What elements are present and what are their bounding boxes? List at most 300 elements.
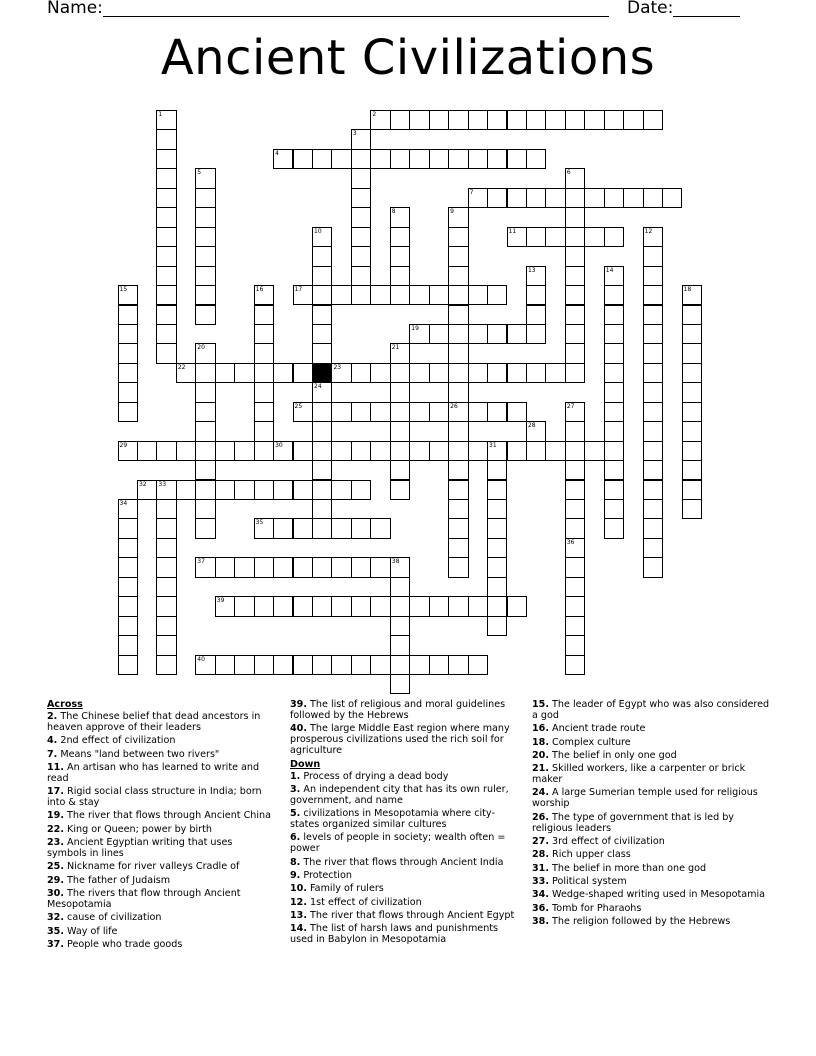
grid-cell[interactable] bbox=[254, 305, 274, 325]
grid-cell[interactable] bbox=[118, 324, 138, 344]
grid-cell[interactable] bbox=[312, 266, 332, 286]
grid-cell[interactable] bbox=[604, 499, 624, 519]
grid-cell[interactable] bbox=[507, 363, 527, 383]
grid-cell[interactable] bbox=[429, 110, 449, 130]
grid-cell[interactable] bbox=[331, 441, 351, 461]
grid-cell[interactable] bbox=[118, 596, 138, 616]
grid-cell[interactable] bbox=[448, 538, 468, 558]
grid-cell[interactable] bbox=[312, 460, 332, 480]
grid-cell[interactable] bbox=[604, 518, 624, 538]
grid-cell[interactable] bbox=[487, 577, 507, 597]
grid-cell[interactable] bbox=[156, 149, 176, 169]
grid-cell[interactable] bbox=[215, 655, 235, 675]
grid-cell[interactable] bbox=[409, 441, 429, 461]
grid-cell[interactable] bbox=[604, 421, 624, 441]
grid-cell[interactable] bbox=[312, 499, 332, 519]
grid-cell[interactable] bbox=[604, 480, 624, 500]
grid-cell[interactable] bbox=[370, 557, 390, 577]
grid-cell[interactable] bbox=[565, 596, 585, 616]
grid-cell[interactable] bbox=[390, 266, 410, 286]
grid-cell[interactable] bbox=[176, 441, 196, 461]
grid-cell[interactable] bbox=[468, 285, 488, 305]
grid-cell[interactable] bbox=[156, 207, 176, 227]
grid-cell[interactable] bbox=[118, 382, 138, 402]
grid-cell[interactable] bbox=[370, 285, 390, 305]
grid-cell[interactable] bbox=[565, 616, 585, 636]
grid-cell[interactable] bbox=[604, 382, 624, 402]
grid-cell[interactable] bbox=[584, 227, 604, 247]
grid-cell[interactable] bbox=[370, 441, 390, 461]
grid-cell[interactable] bbox=[507, 596, 527, 616]
grid-cell[interactable] bbox=[195, 557, 215, 577]
grid-cell[interactable] bbox=[254, 596, 274, 616]
grid-cell[interactable] bbox=[156, 129, 176, 149]
grid-cell[interactable] bbox=[156, 538, 176, 558]
grid-cell[interactable] bbox=[643, 305, 663, 325]
grid-cell[interactable] bbox=[195, 655, 215, 675]
grid-cell[interactable] bbox=[429, 655, 449, 675]
grid-cell[interactable] bbox=[526, 285, 546, 305]
grid-cell[interactable] bbox=[565, 227, 585, 247]
grid-cell[interactable] bbox=[195, 343, 215, 363]
grid-cell[interactable] bbox=[254, 480, 274, 500]
grid-cell[interactable] bbox=[215, 441, 235, 461]
grid-cell[interactable] bbox=[565, 655, 585, 675]
grid-cell[interactable] bbox=[254, 324, 274, 344]
grid-cell[interactable] bbox=[565, 480, 585, 500]
grid-cell[interactable] bbox=[118, 285, 138, 305]
grid-cell[interactable] bbox=[682, 324, 702, 344]
grid-cell[interactable] bbox=[565, 577, 585, 597]
grid-cell[interactable] bbox=[195, 441, 215, 461]
grid-cell[interactable] bbox=[351, 168, 371, 188]
grid-cell[interactable] bbox=[370, 655, 390, 675]
grid-cell[interactable] bbox=[643, 499, 663, 519]
grid-cell[interactable] bbox=[409, 655, 429, 675]
grid-cell[interactable] bbox=[643, 285, 663, 305]
grid-cell[interactable] bbox=[312, 557, 332, 577]
grid-cell[interactable] bbox=[468, 324, 488, 344]
grid-cell[interactable] bbox=[293, 285, 313, 305]
grid-cell[interactable] bbox=[312, 149, 332, 169]
grid-cell[interactable] bbox=[643, 480, 663, 500]
grid-cell[interactable] bbox=[331, 557, 351, 577]
grid-cell[interactable] bbox=[448, 499, 468, 519]
grid-cell[interactable] bbox=[487, 460, 507, 480]
grid-cell[interactable] bbox=[254, 655, 274, 675]
grid-cell[interactable] bbox=[409, 149, 429, 169]
grid-cell[interactable] bbox=[604, 402, 624, 422]
grid-cell[interactable] bbox=[604, 363, 624, 383]
grid-cell[interactable] bbox=[487, 324, 507, 344]
grid-cell[interactable] bbox=[312, 655, 332, 675]
grid-cell[interactable] bbox=[643, 246, 663, 266]
grid-cell[interactable] bbox=[643, 324, 663, 344]
grid-cell[interactable] bbox=[331, 518, 351, 538]
grid-cell[interactable] bbox=[254, 421, 274, 441]
grid-cell[interactable] bbox=[468, 402, 488, 422]
grid-cell[interactable] bbox=[351, 129, 371, 149]
grid-cell[interactable] bbox=[312, 227, 332, 247]
grid-cell[interactable] bbox=[156, 635, 176, 655]
grid-cell[interactable] bbox=[351, 480, 371, 500]
grid-cell[interactable] bbox=[565, 207, 585, 227]
grid-cell[interactable] bbox=[643, 382, 663, 402]
grid-cell[interactable] bbox=[643, 266, 663, 286]
grid-cell[interactable] bbox=[643, 363, 663, 383]
grid-cell[interactable] bbox=[468, 149, 488, 169]
grid-cell[interactable] bbox=[156, 441, 176, 461]
grid-cell[interactable] bbox=[507, 188, 527, 208]
grid-cell[interactable] bbox=[351, 655, 371, 675]
grid-cell[interactable] bbox=[448, 518, 468, 538]
grid-cell[interactable] bbox=[682, 285, 702, 305]
grid-cell[interactable] bbox=[312, 480, 332, 500]
grid-cell[interactable] bbox=[448, 402, 468, 422]
grid-cell[interactable] bbox=[429, 363, 449, 383]
grid-cell[interactable] bbox=[312, 343, 332, 363]
grid-cell[interactable] bbox=[448, 110, 468, 130]
grid-cell[interactable] bbox=[429, 149, 449, 169]
grid-cell[interactable] bbox=[507, 110, 527, 130]
grid-cell[interactable] bbox=[643, 110, 663, 130]
grid-cell[interactable] bbox=[234, 557, 254, 577]
grid-cell[interactable] bbox=[195, 421, 215, 441]
grid-cell[interactable] bbox=[643, 460, 663, 480]
grid-cell[interactable] bbox=[526, 266, 546, 286]
grid-cell[interactable] bbox=[195, 363, 215, 383]
grid-cell[interactable] bbox=[195, 266, 215, 286]
grid-cell[interactable] bbox=[118, 616, 138, 636]
grid-cell[interactable] bbox=[312, 596, 332, 616]
grid-cell[interactable] bbox=[293, 363, 313, 383]
grid-cell[interactable] bbox=[409, 402, 429, 422]
grid-cell[interactable] bbox=[390, 402, 410, 422]
grid-cell[interactable] bbox=[545, 441, 565, 461]
grid-cell[interactable] bbox=[487, 402, 507, 422]
grid-cell[interactable] bbox=[118, 441, 138, 461]
grid-cell[interactable] bbox=[370, 518, 390, 538]
grid-cell[interactable] bbox=[118, 305, 138, 325]
grid-cell[interactable] bbox=[351, 188, 371, 208]
grid-cell[interactable] bbox=[156, 596, 176, 616]
grid-cell[interactable] bbox=[643, 538, 663, 558]
grid-cell[interactable] bbox=[293, 149, 313, 169]
grid-cell[interactable] bbox=[118, 499, 138, 519]
grid-cell[interactable] bbox=[643, 227, 663, 247]
grid-cell[interactable] bbox=[565, 305, 585, 325]
grid-cell[interactable] bbox=[118, 557, 138, 577]
grid-cell[interactable] bbox=[351, 441, 371, 461]
grid-cell[interactable] bbox=[156, 227, 176, 247]
grid-cell[interactable] bbox=[156, 168, 176, 188]
grid-cell[interactable] bbox=[390, 655, 410, 675]
grid-cell[interactable] bbox=[273, 149, 293, 169]
grid-cell[interactable] bbox=[390, 363, 410, 383]
grid-cell[interactable] bbox=[156, 188, 176, 208]
grid-cell[interactable] bbox=[137, 480, 157, 500]
grid-cell[interactable] bbox=[565, 460, 585, 480]
grid-cell[interactable] bbox=[118, 635, 138, 655]
grid-cell[interactable] bbox=[409, 324, 429, 344]
grid-cell[interactable] bbox=[468, 110, 488, 130]
grid-cell[interactable] bbox=[118, 402, 138, 422]
grid-cell[interactable] bbox=[331, 480, 351, 500]
grid-cell[interactable] bbox=[234, 655, 254, 675]
grid-cell[interactable] bbox=[448, 246, 468, 266]
grid-cell[interactable] bbox=[312, 246, 332, 266]
grid-cell[interactable] bbox=[312, 285, 332, 305]
grid-cell[interactable] bbox=[254, 518, 274, 538]
grid-cell[interactable] bbox=[331, 402, 351, 422]
grid-cell[interactable] bbox=[370, 149, 390, 169]
grid-cell[interactable] bbox=[409, 285, 429, 305]
grid-cell[interactable] bbox=[370, 110, 390, 130]
grid-cell[interactable] bbox=[195, 207, 215, 227]
grid-cell[interactable] bbox=[351, 402, 371, 422]
grid-cell[interactable] bbox=[137, 441, 157, 461]
grid-cell[interactable] bbox=[643, 557, 663, 577]
grid-cell[interactable] bbox=[487, 557, 507, 577]
grid-cell[interactable] bbox=[195, 285, 215, 305]
grid-cell[interactable] bbox=[682, 382, 702, 402]
grid-cell[interactable] bbox=[156, 655, 176, 675]
grid-cell[interactable] bbox=[195, 305, 215, 325]
grid-cell[interactable] bbox=[273, 557, 293, 577]
grid-cell[interactable] bbox=[487, 110, 507, 130]
grid-cell[interactable] bbox=[487, 285, 507, 305]
grid-cell[interactable] bbox=[545, 110, 565, 130]
grid-cell[interactable] bbox=[390, 460, 410, 480]
grid-cell[interactable] bbox=[331, 285, 351, 305]
grid-cell[interactable] bbox=[156, 285, 176, 305]
grid-cell[interactable] bbox=[487, 499, 507, 519]
grid-cell[interactable] bbox=[526, 441, 546, 461]
grid-cell[interactable] bbox=[234, 441, 254, 461]
grid-cell[interactable] bbox=[351, 557, 371, 577]
grid-cell[interactable] bbox=[429, 441, 449, 461]
grid-cell[interactable] bbox=[448, 149, 468, 169]
grid-cell[interactable] bbox=[448, 324, 468, 344]
grid-cell[interactable] bbox=[390, 674, 410, 694]
grid-cell[interactable] bbox=[448, 596, 468, 616]
grid-cell[interactable] bbox=[487, 538, 507, 558]
grid-cell[interactable] bbox=[156, 499, 176, 519]
grid-cell[interactable] bbox=[526, 110, 546, 130]
grid-cell[interactable] bbox=[604, 285, 624, 305]
grid-cell[interactable] bbox=[448, 460, 468, 480]
grid-cell[interactable] bbox=[565, 635, 585, 655]
grid-cell[interactable] bbox=[156, 343, 176, 363]
grid-cell[interactable] bbox=[195, 402, 215, 422]
grid-cell[interactable] bbox=[273, 480, 293, 500]
grid-cell[interactable] bbox=[215, 557, 235, 577]
grid-cell[interactable] bbox=[643, 188, 663, 208]
grid-cell[interactable] bbox=[351, 246, 371, 266]
grid-cell[interactable] bbox=[351, 518, 371, 538]
grid-cell[interactable] bbox=[312, 441, 332, 461]
grid-cell[interactable] bbox=[195, 460, 215, 480]
grid-cell[interactable] bbox=[390, 616, 410, 636]
grid-cell[interactable] bbox=[487, 188, 507, 208]
grid-cell[interactable] bbox=[254, 285, 274, 305]
grid-cell[interactable] bbox=[312, 382, 332, 402]
grid-cell[interactable] bbox=[195, 246, 215, 266]
grid-cell[interactable] bbox=[331, 363, 351, 383]
grid-cell[interactable] bbox=[565, 499, 585, 519]
grid-cell[interactable] bbox=[254, 363, 274, 383]
grid-cell[interactable] bbox=[390, 110, 410, 130]
grid-cell[interactable] bbox=[526, 363, 546, 383]
grid-cell[interactable] bbox=[487, 596, 507, 616]
grid-cell[interactable] bbox=[273, 596, 293, 616]
grid-cell[interactable] bbox=[604, 110, 624, 130]
grid-cell[interactable] bbox=[565, 421, 585, 441]
grid-cell[interactable] bbox=[507, 402, 527, 422]
grid-cell[interactable] bbox=[526, 421, 546, 441]
grid-cell[interactable] bbox=[487, 441, 507, 461]
grid-cell[interactable] bbox=[604, 343, 624, 363]
grid-cell[interactable] bbox=[507, 324, 527, 344]
grid-cell[interactable] bbox=[468, 655, 488, 675]
grid-cell[interactable] bbox=[195, 499, 215, 519]
grid-cell[interactable] bbox=[273, 518, 293, 538]
grid-cell[interactable] bbox=[156, 480, 176, 500]
grid-cell[interactable] bbox=[526, 305, 546, 325]
grid-cell[interactable] bbox=[390, 421, 410, 441]
grid-cell[interactable] bbox=[118, 577, 138, 597]
grid-cell[interactable] bbox=[448, 421, 468, 441]
grid-cell[interactable] bbox=[565, 324, 585, 344]
grid-cell[interactable] bbox=[682, 421, 702, 441]
grid-cell[interactable] bbox=[118, 655, 138, 675]
grid-cell[interactable] bbox=[331, 149, 351, 169]
grid-cell[interactable] bbox=[584, 110, 604, 130]
grid-cell[interactable] bbox=[156, 616, 176, 636]
grid-cell[interactable] bbox=[390, 577, 410, 597]
grid-cell[interactable] bbox=[390, 227, 410, 247]
grid-cell[interactable] bbox=[351, 207, 371, 227]
grid-cell[interactable] bbox=[565, 402, 585, 422]
grid-cell[interactable] bbox=[370, 363, 390, 383]
grid-cell[interactable] bbox=[118, 538, 138, 558]
grid-cell[interactable] bbox=[234, 363, 254, 383]
grid-cell[interactable] bbox=[604, 305, 624, 325]
grid-cell[interactable] bbox=[293, 441, 313, 461]
grid-cell[interactable] bbox=[156, 324, 176, 344]
grid-cell[interactable] bbox=[604, 188, 624, 208]
grid-cell[interactable] bbox=[409, 596, 429, 616]
grid-cell[interactable] bbox=[682, 460, 702, 480]
grid-cell[interactable] bbox=[565, 557, 585, 577]
grid-cell[interactable] bbox=[312, 421, 332, 441]
grid-cell[interactable] bbox=[643, 343, 663, 363]
grid-cell[interactable] bbox=[448, 480, 468, 500]
grid-cell[interactable] bbox=[604, 266, 624, 286]
grid-cell[interactable] bbox=[293, 518, 313, 538]
grid-cell[interactable] bbox=[176, 363, 196, 383]
grid-cell[interactable] bbox=[604, 460, 624, 480]
grid-cell[interactable] bbox=[468, 363, 488, 383]
grid-cell[interactable] bbox=[565, 168, 585, 188]
grid-cell[interactable] bbox=[293, 655, 313, 675]
grid-cell[interactable] bbox=[156, 246, 176, 266]
grid-cell[interactable] bbox=[507, 441, 527, 461]
grid-cell[interactable] bbox=[604, 441, 624, 461]
grid-cell[interactable] bbox=[234, 480, 254, 500]
grid-cell[interactable] bbox=[448, 557, 468, 577]
grid-cell[interactable] bbox=[565, 538, 585, 558]
grid-cell[interactable] bbox=[604, 227, 624, 247]
grid-cell[interactable] bbox=[643, 421, 663, 441]
grid-cell[interactable] bbox=[565, 363, 585, 383]
grid-cell[interactable] bbox=[429, 596, 449, 616]
grid-cell[interactable] bbox=[545, 188, 565, 208]
grid-cell[interactable] bbox=[682, 499, 702, 519]
grid-cell[interactable] bbox=[390, 557, 410, 577]
grid-cell[interactable] bbox=[526, 227, 546, 247]
grid-cell[interactable] bbox=[370, 596, 390, 616]
grid-cell[interactable] bbox=[273, 655, 293, 675]
grid-cell[interactable] bbox=[662, 188, 682, 208]
grid-cell[interactable] bbox=[195, 382, 215, 402]
grid-cell[interactable] bbox=[351, 266, 371, 286]
grid-cell[interactable] bbox=[254, 382, 274, 402]
grid-cell[interactable] bbox=[390, 207, 410, 227]
grid-cell[interactable] bbox=[390, 480, 410, 500]
grid-cell[interactable] bbox=[293, 402, 313, 422]
grid-cell[interactable] bbox=[429, 402, 449, 422]
grid-cell[interactable] bbox=[351, 285, 371, 305]
grid-cell[interactable] bbox=[682, 343, 702, 363]
grid-cell[interactable] bbox=[312, 324, 332, 344]
grid-cell[interactable] bbox=[448, 285, 468, 305]
grid-cell[interactable] bbox=[312, 402, 332, 422]
grid-cell[interactable] bbox=[195, 188, 215, 208]
grid-cell[interactable] bbox=[215, 596, 235, 616]
grid-cell[interactable] bbox=[682, 363, 702, 383]
grid-cell[interactable] bbox=[195, 227, 215, 247]
grid-cell[interactable] bbox=[468, 596, 488, 616]
grid-cell[interactable] bbox=[118, 343, 138, 363]
grid-cell[interactable] bbox=[273, 363, 293, 383]
grid-cell[interactable] bbox=[409, 110, 429, 130]
grid-cell[interactable] bbox=[448, 655, 468, 675]
grid-cell[interactable] bbox=[156, 557, 176, 577]
grid-cell[interactable] bbox=[390, 441, 410, 461]
grid-cell[interactable] bbox=[176, 480, 196, 500]
grid-cell[interactable] bbox=[390, 382, 410, 402]
grid-cell[interactable] bbox=[390, 246, 410, 266]
grid-cell[interactable] bbox=[293, 557, 313, 577]
grid-cell[interactable] bbox=[390, 343, 410, 363]
grid-cell[interactable] bbox=[273, 441, 293, 461]
grid-cell[interactable] bbox=[156, 577, 176, 597]
grid-cell[interactable] bbox=[390, 596, 410, 616]
grid-cell[interactable] bbox=[118, 363, 138, 383]
grid-cell[interactable] bbox=[545, 363, 565, 383]
grid-cell[interactable] bbox=[584, 188, 604, 208]
grid-cell[interactable] bbox=[623, 188, 643, 208]
grid-cell[interactable] bbox=[507, 227, 527, 247]
grid-cell[interactable] bbox=[487, 616, 507, 636]
grid-cell[interactable] bbox=[682, 402, 702, 422]
grid-cell[interactable] bbox=[526, 324, 546, 344]
grid-cell[interactable] bbox=[448, 363, 468, 383]
grid-cell[interactable] bbox=[215, 480, 235, 500]
grid-cell[interactable] bbox=[448, 227, 468, 247]
grid-cell[interactable] bbox=[584, 441, 604, 461]
